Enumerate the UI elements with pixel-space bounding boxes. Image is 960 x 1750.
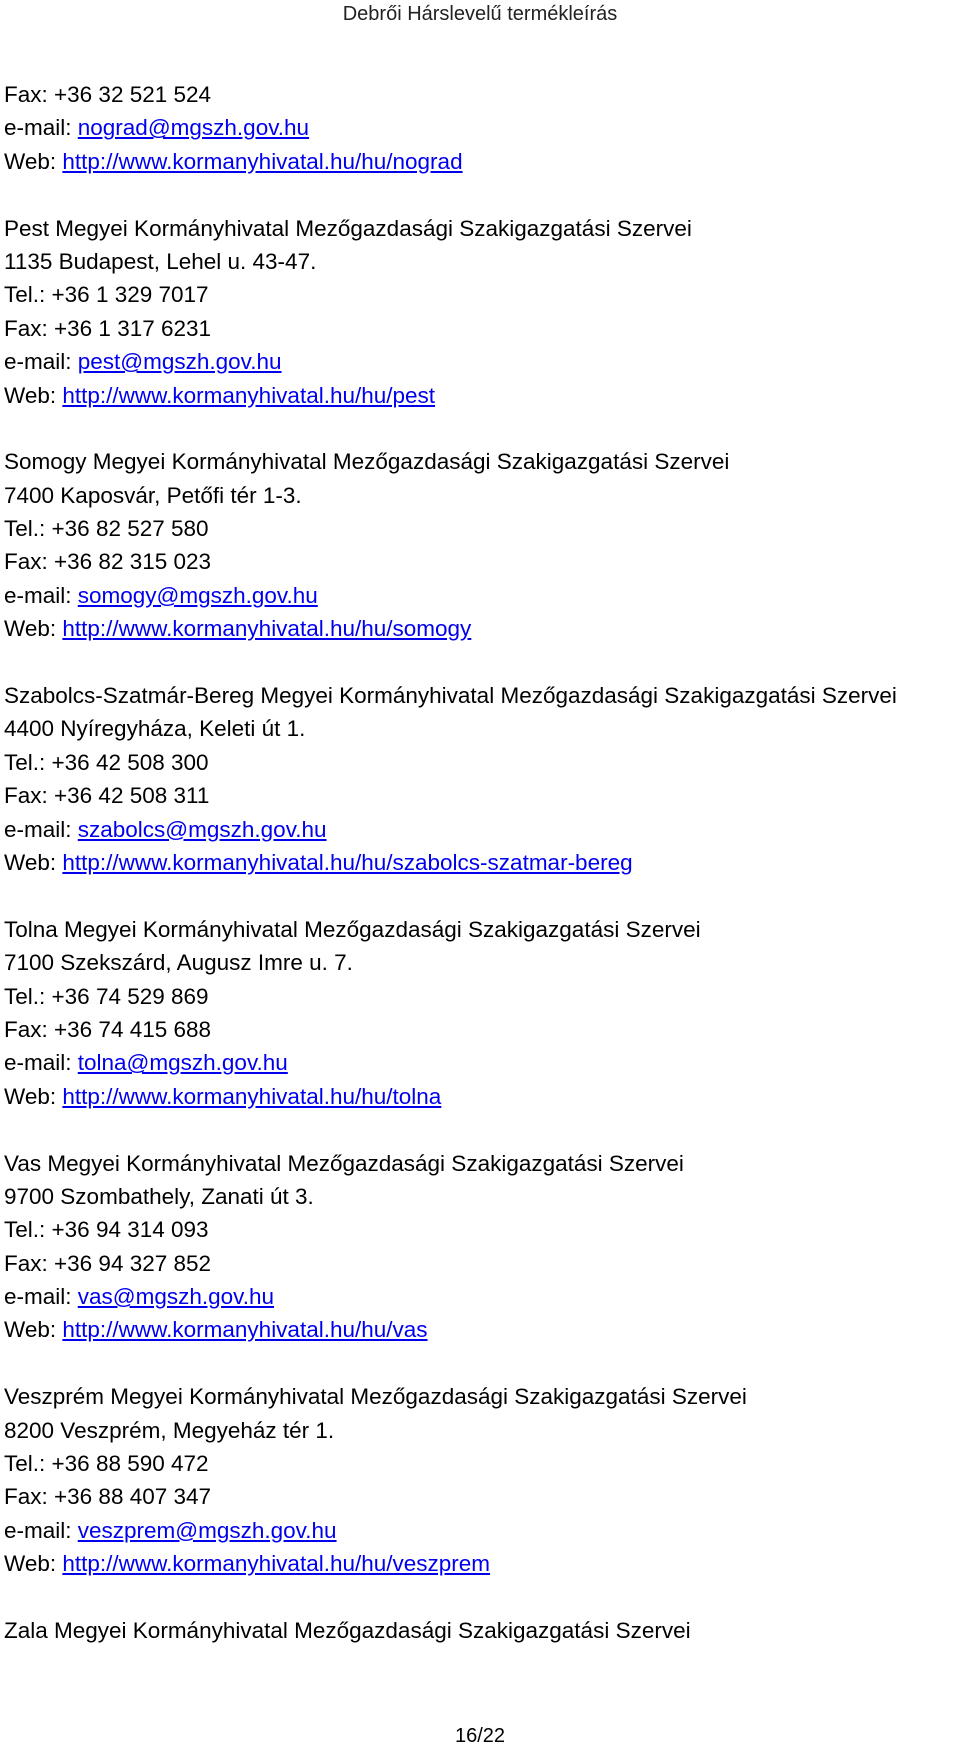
email-line (4, 111, 954, 144)
fax-line (4, 78, 954, 111)
web-label: Web: (4, 1551, 63, 1577)
email-label: e-mail: (4, 115, 78, 141)
tel-line (4, 512, 954, 545)
office-block-tolna (4, 913, 954, 1113)
email-label: e-mail: (4, 349, 78, 375)
email-line (4, 813, 954, 846)
tel-value: +36 74 529 869 (51, 983, 209, 1009)
page-header (0, 0, 960, 28)
web-line (4, 1547, 954, 1580)
web-line (4, 145, 954, 178)
email-link[interactable]: somogy@mgszh.gov.hu (77, 582, 318, 608)
web-label: Web: (4, 1317, 63, 1343)
office-name: Veszprém Megyei Kormányhivatal Mezőgazdasági Szakigazgatási Szervei (4, 1384, 747, 1410)
fax-label: Fax: (4, 1484, 55, 1510)
tel-label: Tel.: (4, 516, 52, 542)
spacer (4, 1347, 954, 1380)
spacer (4, 178, 954, 211)
tel-label: Tel.: (4, 1451, 52, 1477)
office-block-zala (4, 1614, 954, 1647)
document-title: Debrői Hárslevelű termékleírás (342, 3, 618, 25)
web-label: Web: (4, 382, 63, 408)
office-name: Pest Megyei Kormányhivatal Mezőgazdasági Szakigazgatási Szervei (4, 215, 692, 241)
office-block-szabolcs (4, 679, 954, 879)
office-name: Szabolcs-Szatmár-Bereg Megyei Kormányhivatal Mezőgazdasági Szakigazgatási Szervei (4, 683, 897, 709)
document-body (4, 78, 954, 1647)
tel-line (4, 278, 954, 311)
web-link[interactable]: http://www.kormanyhivatal.hu/hu/somogy (62, 616, 472, 642)
fax-label: Fax: (4, 783, 55, 809)
fax-value: +36 94 327 852 (54, 1250, 212, 1276)
email-line (4, 1280, 954, 1313)
office-block-nograd (4, 78, 954, 178)
email-link[interactable]: nograd@mgszh.gov.hu (77, 115, 310, 141)
office-block-vas (4, 1147, 954, 1347)
office-address: 1135 Budapest, Lehel u. 43-47. (4, 248, 317, 274)
tel-value: +36 1 329 7017 (51, 282, 209, 308)
spacer (4, 412, 954, 445)
web-line (4, 379, 954, 412)
office-name: Zala Megyei Kormányhivatal Mezőgazdasági Szakigazgatási Szervei (4, 1617, 691, 1643)
tel-value: +36 88 590 472 (51, 1451, 209, 1477)
office-name: Somogy Megyei Kormányhivatal Mezőgazdasági Szakigazgatási Szervei (4, 449, 730, 475)
page-number: 16/22 (454, 1725, 506, 1747)
tel-line (4, 980, 954, 1013)
fax-value: +36 88 407 347 (54, 1484, 212, 1510)
tel-line (4, 1447, 954, 1480)
email-link[interactable]: tolna@mgszh.gov.hu (77, 1050, 288, 1076)
web-link[interactable]: http://www.kormanyhivatal.hu/hu/vas (62, 1317, 428, 1343)
fax-label: Fax: (4, 315, 55, 341)
web-label: Web: (4, 148, 63, 174)
web-label: Web: (4, 1083, 63, 1109)
email-link[interactable]: pest@mgszh.gov.hu (77, 349, 282, 375)
email-link[interactable]: vas@mgszh.gov.hu (77, 1284, 275, 1310)
fax-value: +36 82 315 023 (54, 549, 212, 575)
fax-line (4, 1480, 954, 1513)
web-line (4, 612, 954, 645)
fax-label: Fax: (4, 82, 55, 107)
fax-line (4, 779, 954, 812)
fax-line (4, 1013, 954, 1046)
email-link[interactable]: szabolcs@mgszh.gov.hu (77, 816, 327, 842)
email-link[interactable]: veszprem@mgszh.gov.hu (77, 1517, 337, 1543)
office-block-somogy (4, 445, 954, 645)
email-label: e-mail: (4, 1050, 78, 1076)
web-link[interactable]: http://www.kormanyhivatal.hu/hu/nograd (62, 148, 463, 174)
tel-value: +36 42 508 300 (51, 749, 209, 775)
web-line (4, 1313, 954, 1346)
fax-line (4, 1247, 954, 1280)
spacer (4, 646, 954, 679)
email-label: e-mail: (4, 1284, 78, 1310)
email-label: e-mail: (4, 1517, 78, 1543)
web-line (4, 846, 954, 879)
email-label: e-mail: (4, 582, 78, 608)
office-address: 9700 Szombathely, Zanati út 3. (4, 1183, 314, 1209)
fax-label: Fax: (4, 549, 55, 575)
tel-line (4, 746, 954, 779)
web-link[interactable]: http://www.kormanyhivatal.hu/hu/pest (62, 382, 436, 408)
fax-value: +36 32 521 524 (54, 82, 212, 107)
email-line (4, 345, 954, 378)
fax-label: Fax: (4, 1016, 55, 1042)
web-label: Web: (4, 849, 63, 875)
spacer (4, 1581, 954, 1614)
office-address: 7100 Szekszárd, Augusz Imre u. 7. (4, 950, 353, 976)
spacer (4, 1113, 954, 1146)
email-line (4, 1514, 954, 1547)
tel-label: Tel.: (4, 749, 52, 775)
web-line (4, 1080, 954, 1113)
web-link[interactable]: http://www.kormanyhivatal.hu/hu/veszprem (62, 1551, 491, 1577)
web-link[interactable]: http://www.kormanyhivatal.hu/hu/szabolcs-szatmar-bereg (62, 849, 633, 875)
web-label: Web: (4, 616, 63, 642)
email-label: e-mail: (4, 816, 78, 842)
office-address: 7400 Kaposvár, Petőfi tér 1-3. (4, 482, 302, 508)
page-footer (0, 1722, 960, 1750)
fax-value: +36 42 508 311 (54, 783, 210, 809)
office-block-veszprem (4, 1380, 954, 1580)
fax-line (4, 312, 954, 345)
email-line (4, 1046, 954, 1079)
fax-value: +36 1 317 6231 (54, 315, 212, 341)
office-address: 4400 Nyíregyháza, Keleti út 1. (4, 716, 306, 742)
spacer (4, 879, 954, 912)
fax-label: Fax: (4, 1250, 55, 1276)
email-line (4, 579, 954, 612)
fax-value: +36 74 415 688 (54, 1016, 212, 1042)
tel-label: Tel.: (4, 983, 52, 1009)
office-address: 8200 Veszprém, Megyeház tér 1. (4, 1417, 335, 1443)
tel-value: +36 82 527 580 (51, 516, 209, 542)
office-name: Tolna Megyei Kormányhivatal Mezőgazdasági Szakigazgatási Szervei (4, 916, 701, 942)
fax-line (4, 545, 954, 578)
web-link[interactable]: http://www.kormanyhivatal.hu/hu/tolna (62, 1083, 442, 1109)
office-block-pest (4, 212, 954, 412)
tel-line (4, 1213, 954, 1246)
tel-value: +36 94 314 093 (51, 1217, 209, 1243)
office-name: Vas Megyei Kormányhivatal Mezőgazdasági Szakigazgatási Szervei (4, 1150, 684, 1176)
tel-label: Tel.: (4, 282, 52, 308)
tel-label: Tel.: (4, 1217, 52, 1243)
